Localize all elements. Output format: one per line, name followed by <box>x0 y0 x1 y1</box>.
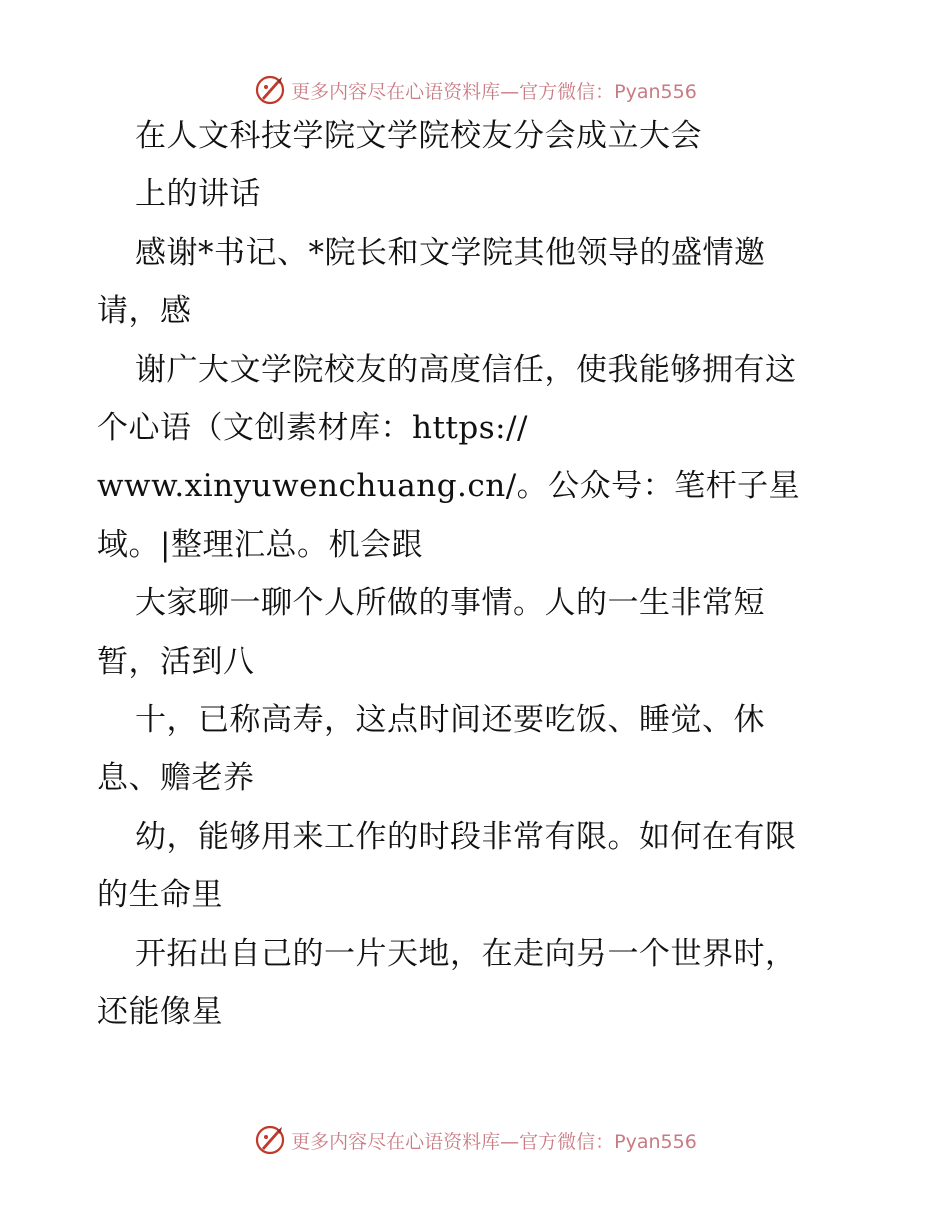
text-line: 还能像星 <box>97 994 223 1030</box>
text-line: 大家聊一聊个人所做的事情。人的一生非常短 <box>135 585 765 622</box>
text-line: www.xinyuwenchuang.cn/。公众号：笔杆子星 <box>97 468 801 505</box>
text-line: 上的讲话 <box>135 176 261 213</box>
text-line: 域。|整理汇总。机会跟 <box>97 526 423 563</box>
text-line: 的生命里 <box>97 877 223 914</box>
text-line: 幼，能够用来工作的时段非常有限。如何在有限 <box>135 818 797 855</box>
text-line: 暂，活到八 <box>97 643 255 680</box>
text-line: 请，感 <box>97 293 192 330</box>
text-line: 感谢*书记、*院长和文学院其他领导的盛情邀 <box>135 234 766 271</box>
text-line: 开拓出自己的一片天地，在走向另一个世界时， <box>135 935 797 972</box>
header-banner-text: 更多内容尽在心语资料库—官方微信：Pyan556 <box>291 80 697 103</box>
text-line: 在人文科技学院文学院校友分会成立大会 <box>135 118 702 154</box>
text-line: 息、赡老养 <box>97 760 255 797</box>
text-line: 谢广大文学院校友的高度信任，使我能够拥有这 <box>135 351 797 388</box>
text-line: 个心语（文创素材库：https:// <box>97 410 528 446</box>
header-banner <box>0 70 950 110</box>
quill-logo-icon <box>253 73 287 107</box>
footer-banner-text: 更多内容尽在心语资料库—官方微信：Pyan556 <box>291 1130 697 1153</box>
quill-logo-icon <box>253 1123 287 1157</box>
footer-banner <box>0 1120 950 1160</box>
text-line: 十，已称高寿，这点时间还要吃饭、睡觉、休 <box>135 702 765 738</box>
